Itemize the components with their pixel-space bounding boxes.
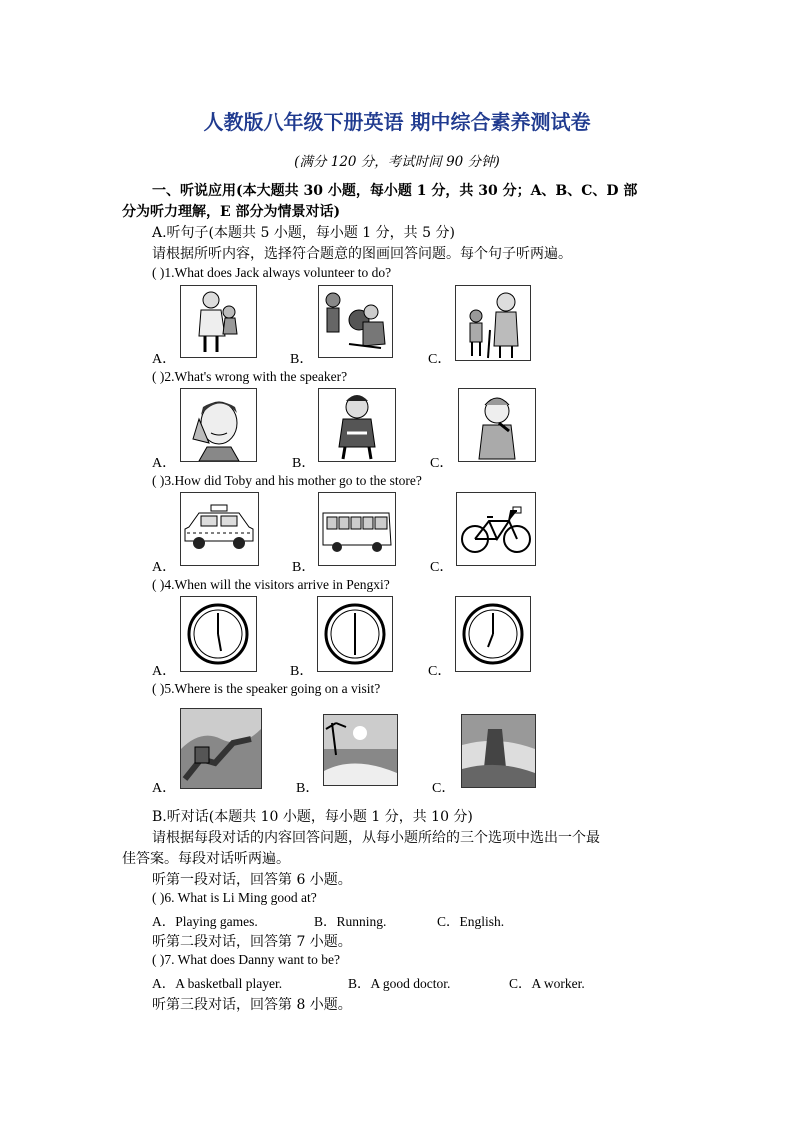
q4-option-b-label: B． — [290, 664, 314, 679]
nurse-helping-icon[interactable] — [318, 285, 393, 358]
q1-option-a-label: A． — [152, 352, 177, 367]
toothache-icon[interactable] — [180, 388, 257, 462]
section1-heading-line2: 分为听力理解，E 部分为情景对话) — [122, 204, 341, 220]
question-6: ( )6. What is Li Ming good at? — [152, 890, 317, 905]
q5-option-b-label: B． — [296, 781, 320, 796]
clock-icon[interactable] — [455, 596, 531, 672]
dialog2-intro: 听第二段对话，回答第 7 小题。 — [152, 934, 352, 950]
q6-option-b[interactable]: B．Running. — [314, 914, 387, 929]
q5-option-a-label: A． — [152, 781, 177, 796]
q3-option-c-label: C． — [430, 560, 454, 575]
q7-option-a[interactable]: A．A basketball player. — [152, 976, 283, 991]
clock-icon[interactable] — [317, 596, 393, 672]
stomachache-icon[interactable] — [318, 388, 396, 462]
q2-option-b-label: B． — [292, 456, 316, 471]
q5-option-c-label: C． — [432, 781, 456, 796]
question-2: ( )2.What's wrong with the speaker? — [152, 369, 348, 384]
question-1: ( )1.What does Jack always volunteer to do? — [152, 265, 392, 280]
question-4: ( )4.When will the visitors arrive in Pengxi? — [152, 577, 390, 592]
q6-option-a[interactable]: A．Playing games. — [152, 914, 258, 929]
q4-option-a-label: A． — [152, 664, 177, 679]
bicycle-icon[interactable] — [456, 492, 536, 566]
sore-throat-icon[interactable] — [458, 388, 536, 462]
great-wall-icon[interactable] — [180, 708, 262, 789]
bus-icon[interactable] — [318, 492, 396, 566]
exam-title: 人教版八年级下册英语 期中综合素养测试卷 — [203, 110, 591, 134]
clock-icon[interactable] — [180, 596, 257, 672]
question-7: ( )7. What does Danny want to be? — [152, 952, 340, 967]
partA-instruction: 请根据所听内容，选择符合题意的图画回答问题。每个句子听两遍。 — [152, 246, 572, 262]
q2-option-a-label: A． — [152, 456, 177, 471]
dialog1-intro: 听第一段对话，回答第 6 小题。 — [152, 872, 352, 888]
dialog3-intro: 听第三段对话，回答第 8 小题。 — [152, 997, 352, 1013]
q2-option-c-label: C． — [430, 456, 454, 471]
section1-heading-line1: 一、听说应用(本大题共 30 小题，每小题 1 分，共 30 分；A、B、C、D 部 — [152, 183, 638, 199]
q4-option-c-label: C． — [428, 664, 452, 679]
partB-instruction-line2: 佳答案。每段对话听两遍。 — [122, 851, 290, 867]
question-5: ( )5.Where is the speaker going on a visit? — [152, 681, 381, 696]
mountain-icon[interactable] — [461, 714, 536, 788]
beach-icon[interactable] — [323, 714, 398, 786]
volunteer-helping-icon[interactable] — [180, 285, 257, 358]
q6-option-c[interactable]: C．English. — [437, 914, 505, 929]
partA-heading: A.听句子(本题共 5 小题，每小题 1 分，共 5 分) — [152, 225, 455, 241]
q1-option-c-label: C． — [428, 352, 452, 367]
old-man-child-icon[interactable] — [455, 285, 531, 361]
q1-option-b-label: B． — [290, 352, 314, 367]
partB-instruction-line1: 请根据每段对话的内容回答问题，从每小题所给的三个选项中选出一个最 — [152, 830, 600, 846]
partB-heading: B.听对话(本题共 10 小题，每小题 1 分，共 10 分) — [152, 809, 473, 825]
q3-option-a-label: A． — [152, 560, 177, 575]
q7-option-b[interactable]: B．A good doctor. — [348, 976, 451, 991]
q7-option-c[interactable]: C．A worker. — [509, 976, 585, 991]
exam-subtitle: (满分 120 分，考试时间 90 分钟) — [294, 154, 500, 170]
q3-option-b-label: B． — [292, 560, 316, 575]
taxi-icon[interactable] — [180, 492, 259, 566]
question-3: ( )3.How did Toby and his mother go to the store? — [152, 473, 422, 488]
